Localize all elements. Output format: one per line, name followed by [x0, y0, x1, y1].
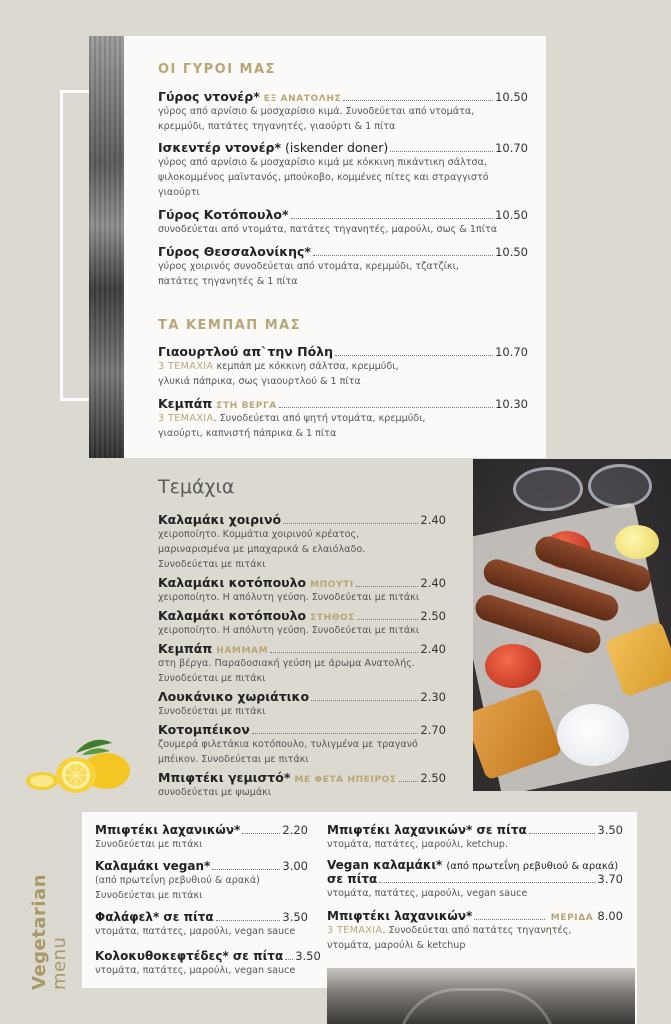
tomato-shape — [485, 644, 541, 688]
item-price: 10.50 — [495, 245, 528, 259]
item-price: 3.50 — [295, 949, 321, 963]
item-price: 2.30 — [420, 690, 446, 704]
item-tag: ΗΑΜΜΑΜ — [216, 646, 269, 656]
decorative-frame-line — [60, 90, 63, 400]
item-name: Μπιφτέκι λαχανικών* — [327, 909, 473, 923]
item-description — [158, 411, 528, 426]
kebab-section-title: ΤΑ ΚΕΜΠΑΠ ΜΑΣ — [158, 318, 302, 333]
item-price: 3.50 — [282, 910, 308, 924]
item-description: χειροποίητο. Η απόλυτη γεύση. Συνοδεύεται με πιτάκι — [158, 592, 420, 603]
item-description: ντομάτα, πατάτες, μαρούλι, vegan sauce — [95, 926, 296, 937]
item-price: 10.50 — [495, 90, 528, 104]
yogurt-sauce-shape — [557, 704, 629, 766]
item-description-text: . Συνοδεύεται από ψητή ντομάτα, κρεμμύδι, — [213, 413, 426, 424]
item-name: Φαλάφελ* σε πίτα — [95, 910, 214, 924]
item-name: Κεμπάπ — [158, 641, 213, 656]
leader-dots — [283, 523, 418, 524]
item-description: Συνοδεύεται με πιτάκι — [158, 706, 266, 717]
kebab-platter-photo — [473, 459, 671, 791]
leader-dots — [279, 407, 493, 408]
item-name: Μπιφτέκι λαχανικών* σε πίτα — [327, 823, 527, 837]
item-name: Μπιφτέκι λαχανικών* — [95, 823, 241, 837]
leader-dots — [313, 255, 493, 256]
item-price: 3.00 — [282, 859, 308, 873]
menu-item — [158, 575, 446, 605]
item-price: 3.70 — [597, 872, 623, 886]
leader-dots — [529, 833, 596, 834]
menu-item — [158, 608, 446, 638]
item-name: Μπιφτέκι γεμιστό* — [158, 770, 291, 785]
menu-item — [158, 770, 446, 800]
item-description: συνοδεύεται με ψωμάκι — [158, 787, 272, 798]
pieces-section-title: Τεμάχια — [158, 476, 235, 498]
item-name: σε πίτα — [327, 872, 378, 886]
item-price: 2.70 — [420, 723, 446, 737]
arch-shape — [397, 988, 557, 1024]
menu-item — [158, 512, 446, 572]
item-description: ψιλοκομμένος μαϊντανός, μπούκοβο, κομμένες πίτες και στραγγιστό — [158, 172, 489, 183]
vegetarian-label-line1: Vegetarian — [29, 873, 50, 990]
leader-dots — [285, 959, 293, 960]
vegetarian-menu-label — [30, 874, 70, 990]
item-tag: ΜΠΟΥΤΙ — [310, 580, 354, 590]
item-description: γύρος από αρνίσιο & μοσχαρίσιο κιμά. Συνοδεύεται από ντομάτα, — [158, 106, 475, 117]
menu-item — [95, 823, 308, 852]
menu-item — [158, 140, 528, 200]
item-quantity: 3 ΤΕΜΑΧΙΑ — [327, 925, 383, 936]
item-description: ντομάτα, μαρούλι & ketchup — [327, 940, 466, 951]
item-description: Συνοδεύεται με πιτάκι — [95, 890, 203, 901]
item-name: Γιαουρτλού απ`την Πόλη — [158, 344, 333, 359]
item-name: Ισκεντέρ ντονέρ* — [158, 140, 282, 155]
item-description: χειροποίητο. Κομμάτια χοιρινού κρέατος, — [158, 529, 360, 540]
item-description: Συνοδεύεται με πιτάκι — [158, 559, 266, 570]
menu-item — [158, 89, 528, 134]
item-description: γιαούρτι, καπνιστή πάπρικα & 1 πίτα — [158, 428, 337, 439]
item-name: Vegan καλαμάκι* — [327, 858, 443, 872]
menu-item — [158, 207, 528, 237]
street-photo — [89, 36, 124, 458]
menu-item — [327, 858, 623, 901]
item-name: Καλαμάκι vegan* — [95, 859, 211, 873]
leader-dots — [379, 882, 595, 883]
leader-dots — [252, 733, 419, 734]
item-quantity: 3 ΤΕΜΑΧΙΑ — [158, 361, 214, 372]
leader-dots — [356, 586, 419, 587]
menu-item — [158, 689, 446, 719]
lemon-illustration — [24, 735, 134, 795]
item-description: Συνοδεύεται με πιτάκι — [95, 839, 203, 850]
item-price: 2.50 — [420, 771, 446, 785]
glass-shape — [588, 464, 652, 508]
item-description-text: κεμπάπ με κόκκινη σάλτσα, κρεμμύδι, — [213, 361, 399, 372]
gyros-section-title: ΟΙ ΓΥΡΟΙ ΜΑΣ — [158, 62, 276, 77]
menu-item — [158, 641, 446, 686]
item-price: 10.50 — [495, 208, 528, 222]
item-name: Γύρος Θεσσαλονίκης* — [158, 244, 311, 259]
decorative-frame-line — [60, 398, 90, 401]
item-description: συνοδεύεται από ντομάτα, πατάτες τηγανητές, μαρούλι, σως & 1πίτα — [158, 224, 498, 235]
item-price: 2.40 — [420, 642, 446, 656]
item-description: πατάτες τηγανητές & 1 πίτα — [158, 276, 298, 287]
leader-dots — [212, 869, 280, 870]
item-description: ντομάτα, πατάτες, μαρούλι, vegan sauce — [327, 888, 528, 899]
menu-item — [95, 949, 321, 978]
menu-item — [158, 396, 528, 441]
item-description: μπέικον. Συνοδεύεται με πιτάκι — [158, 754, 309, 765]
item-quantity: 3 ΤΕΜΑΧΙΑ — [158, 413, 214, 424]
item-description: Συνοδεύεται με πιτάκι — [158, 673, 266, 684]
menu-item — [158, 722, 446, 767]
item-description: γιαούρτι — [158, 187, 200, 198]
item-description: ντομάτα, πατάτες, μαρούλι, vegan sauce — [95, 965, 296, 976]
item-description: στη βέργα. Παραδοσιακή γεύση με άρωμα Ανατολής. — [158, 658, 415, 669]
leader-dots — [270, 652, 418, 653]
leader-dots — [343, 100, 493, 101]
item-name: Κολοκυθοκεφτέδες* σε πίτα — [95, 949, 284, 963]
item-price: 8.00 — [597, 909, 623, 923]
item-name: Καλαμάκι κοτόπουλο — [158, 608, 307, 623]
item-name: Κοτομπέικον — [158, 722, 250, 737]
decorative-frame-line — [60, 90, 90, 93]
item-price: 2.50 — [420, 609, 446, 623]
glass-shape — [513, 467, 583, 511]
leader-dots — [291, 218, 494, 219]
item-name: Κεμπάπ — [158, 396, 213, 411]
item-extra: (από πρωτεΐνη ρεβυθιού & αρακά) — [446, 861, 619, 872]
menu-item — [327, 823, 623, 852]
item-description: ζουμερά φιλετάκια κοτόπουλο, τυλιγμένα με τραγανό — [158, 739, 418, 750]
item-name: Καλαμάκι κοτόπουλο — [158, 575, 307, 590]
item-description-text: . Συνοδεύεται από πατάτες τηγανητές, — [382, 925, 572, 936]
menu-item — [158, 344, 528, 389]
item-name: Γύρος ντονέρ* — [158, 89, 260, 104]
vegetarian-label-line2: menu — [49, 936, 70, 990]
item-description: γύρος από αρνίσιο & μοσχαρίσιο κιμά με κόκκινη πικάντικη σάλτσα, — [158, 157, 487, 168]
menu-item — [158, 244, 528, 289]
leader-dots — [390, 151, 493, 152]
item-name: Γύρος Κοτόπουλο* — [158, 207, 289, 222]
item-tag: ΜΕΡΙΔΑ — [550, 913, 594, 923]
leader-dots — [399, 781, 419, 782]
menu-item — [95, 910, 308, 939]
item-price: 2.40 — [420, 576, 446, 590]
item-price: 10.70 — [495, 141, 528, 155]
menu-item — [327, 909, 623, 953]
item-description: χειροποίητο. Η απόλυτη γεύση. Συνοδεύεται με πιτάκι — [158, 625, 420, 636]
item-description: γύρος χοιρινός συνοδεύεται από ντομάτα, κρεμμύδι, τζατζίκι, — [158, 261, 459, 272]
item-price: 2.20 — [282, 823, 308, 837]
leader-dots — [242, 833, 280, 834]
item-description — [158, 359, 528, 374]
leader-dots — [311, 700, 418, 701]
menu-item — [95, 859, 308, 903]
lemon-shape — [615, 525, 659, 559]
item-description: κρεμμύδι, πατάτες τηγανητές, γιαούρτι & 1 πίτα — [158, 121, 396, 132]
item-tag: ΕΞ ΑΝΑΤΟΛΗΣ — [263, 94, 342, 104]
item-price: 3.50 — [597, 823, 623, 837]
item-tag: ΣΤΗΘΟΣ — [310, 613, 355, 623]
item-tag: ΣΤΗ ΒΕΡΓΑ — [216, 401, 277, 411]
leader-dots — [357, 619, 418, 620]
item-description: μαριναρισμένα με μπαχαρικά & ελαιόλαδο. — [158, 544, 366, 555]
interior-photo — [327, 968, 635, 1024]
item-price: 10.30 — [495, 397, 528, 411]
item-description — [327, 923, 623, 938]
item-description: (από πρωτεΐνη ρεβυθιού & αρακά) — [95, 875, 260, 886]
item-description: γλυκιά πάπρικα, σως γιαουρτλού & 1 πίτα — [158, 376, 361, 387]
item-tag: ΜΕ ΦΕΤΑ ΗΠΕΙΡΟΣ — [294, 775, 397, 785]
item-description: ντομάτα, πατάτες, μαρούλι, ketchup. — [327, 839, 508, 850]
leader-dots — [474, 919, 545, 920]
item-extra: (iskender doner) — [285, 140, 389, 155]
item-price: 2.40 — [420, 513, 446, 527]
item-price: 10.70 — [495, 345, 528, 359]
item-name: Καλαμάκι χοιρινό — [158, 512, 282, 527]
leader-dots — [216, 920, 281, 921]
item-name: Λουκάνικο χωριάτικο — [158, 689, 310, 704]
leader-dots — [335, 355, 493, 356]
